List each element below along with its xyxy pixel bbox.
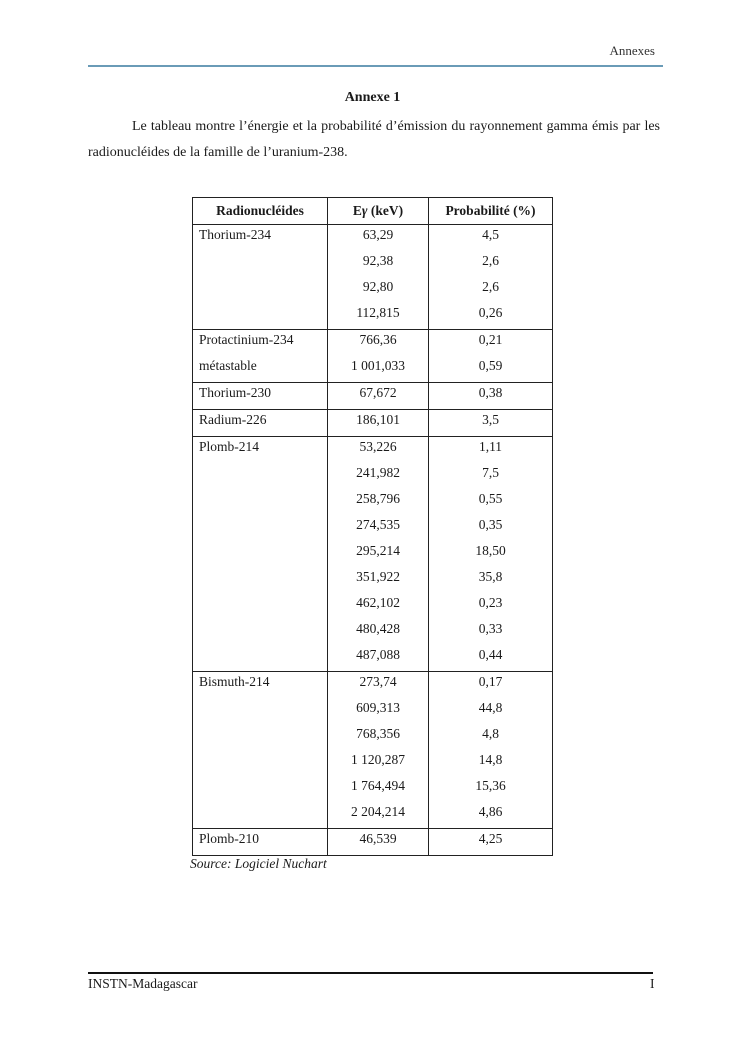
nuclide-line: Protactinium-234 — [199, 332, 294, 347]
table-source: Source: Logiciel Nuchart — [190, 856, 327, 871]
energy-value: 1 764,494 — [351, 778, 405, 793]
nuclide-line: Thorium-234 — [199, 227, 271, 242]
energy-cell — [328, 383, 429, 410]
energy-value: 1 001,033 — [351, 358, 405, 373]
probability-value: 14,8 — [478, 752, 503, 767]
nuclide-cell — [193, 672, 328, 829]
probability-value: 18,50 — [475, 543, 506, 558]
probability-cell — [429, 437, 553, 672]
nuclide-line: Plomb-214 — [199, 439, 260, 454]
energy-value: 768,356 — [356, 726, 400, 741]
probability-value: 2,6 — [482, 253, 499, 268]
table-row — [193, 410, 553, 437]
nuclide-cell — [193, 437, 328, 672]
energy-value: 241,982 — [356, 465, 400, 480]
header-energy-unit: (keV) — [367, 203, 404, 218]
probability-value: 3,5 — [482, 412, 499, 427]
table-row — [193, 225, 553, 330]
probability-value: 0,44 — [478, 647, 503, 662]
energy-cell — [328, 437, 429, 672]
nuclide-line: Plomb-210 — [199, 831, 260, 846]
probability-cell — [429, 672, 553, 829]
nuclide-cell — [193, 330, 328, 383]
energy-value: 480,428 — [356, 621, 400, 636]
probability-value: 0,38 — [478, 385, 503, 400]
probability-cell — [429, 225, 553, 330]
table-row — [193, 672, 553, 829]
energy-value: 462,102 — [356, 595, 400, 610]
probability-value: 0,35 — [478, 517, 503, 532]
probability-value: 2,6 — [482, 279, 499, 294]
probability-value: 4,25 — [478, 831, 503, 846]
footer-institution: INSTN-Madagascar — [88, 976, 198, 991]
energy-cell — [328, 225, 429, 330]
energy-value: 2 204,214 — [351, 804, 405, 819]
energy-value: 351,922 — [356, 569, 400, 584]
energy-value: 92,80 — [362, 279, 394, 294]
nuclide-line: Thorium-230 — [199, 385, 271, 400]
energy-cell — [328, 672, 429, 829]
energy-value: 67,672 — [359, 385, 397, 400]
annex-title: Annexe 1 — [344, 90, 401, 105]
probability-cell — [429, 410, 553, 437]
probability-value: 0,23 — [478, 595, 503, 610]
probability-value: 0,21 — [478, 332, 503, 347]
energy-cell — [328, 829, 429, 856]
energy-value: 295,214 — [356, 543, 400, 558]
nuclide-cell — [193, 829, 328, 856]
intro-paragraph: Le tableau montre l’énergie et la probabilité d’émission du rayonnement gamma émis par les radionucléides de la famille de l’uranium-238. — [88, 119, 660, 160]
footer-page-number: I — [650, 976, 655, 991]
header-nuclide: Radionucléides — [193, 198, 328, 225]
header-rule — [88, 65, 663, 67]
probability-cell — [429, 829, 553, 856]
probability-cell — [429, 383, 553, 410]
table-body — [193, 225, 553, 856]
energy-value: 258,796 — [356, 491, 400, 506]
probability-value: 0,33 — [478, 621, 503, 636]
probability-value: 4,86 — [478, 804, 503, 819]
footer-rule — [88, 972, 653, 974]
probability-cell — [429, 330, 553, 383]
energy-value: 53,226 — [359, 439, 397, 454]
gamma-emission-table — [192, 197, 553, 856]
nuclide-cell — [193, 225, 328, 330]
energy-value: 487,088 — [356, 647, 400, 662]
probability-value: 1,11 — [478, 439, 503, 454]
table-row — [193, 437, 553, 672]
table-row — [193, 383, 553, 410]
energy-cell — [328, 410, 429, 437]
header-energy — [328, 198, 429, 225]
header-energy-prefix: E — [352, 203, 362, 218]
nuclide-line: Bismuth-214 — [199, 674, 270, 689]
energy-value: 609,313 — [356, 700, 400, 715]
energy-value: 274,535 — [356, 517, 400, 532]
energy-value: 273,74 — [359, 674, 397, 689]
energy-value: 112,815 — [356, 305, 400, 320]
nuclide-cell — [193, 383, 328, 410]
probability-value: 35,8 — [478, 569, 503, 584]
energy-value: 46,539 — [359, 831, 397, 846]
energy-value: 92,38 — [362, 253, 394, 268]
header-energy-symbol: γ — [361, 203, 368, 218]
probability-value: 0,17 — [478, 674, 503, 689]
table-header-row — [193, 198, 553, 225]
probability-value: 44,8 — [478, 700, 503, 715]
energy-value: 766,36 — [359, 332, 397, 347]
nuclide-line: Radium-226 — [199, 412, 267, 427]
probability-value: 0,26 — [478, 305, 503, 320]
probability-value: 4,8 — [482, 726, 499, 741]
header-probability: Probabilité (%) — [429, 198, 553, 225]
energy-value: 1 120,287 — [351, 752, 405, 767]
probability-value: 4,5 — [482, 227, 499, 242]
nuclide-line: métastable — [199, 358, 257, 373]
energy-value: 186,101 — [356, 412, 400, 427]
probability-value: 15,36 — [475, 778, 506, 793]
table-row — [193, 829, 553, 856]
probability-value: 0,55 — [478, 491, 503, 506]
energy-cell — [328, 330, 429, 383]
probability-value: 0,59 — [478, 358, 503, 373]
nuclide-cell — [193, 410, 328, 437]
probability-value: 7,5 — [482, 465, 499, 480]
header-section-label: Annexes — [609, 43, 655, 58]
energy-value: 63,29 — [362, 227, 394, 242]
table-row — [193, 330, 553, 383]
